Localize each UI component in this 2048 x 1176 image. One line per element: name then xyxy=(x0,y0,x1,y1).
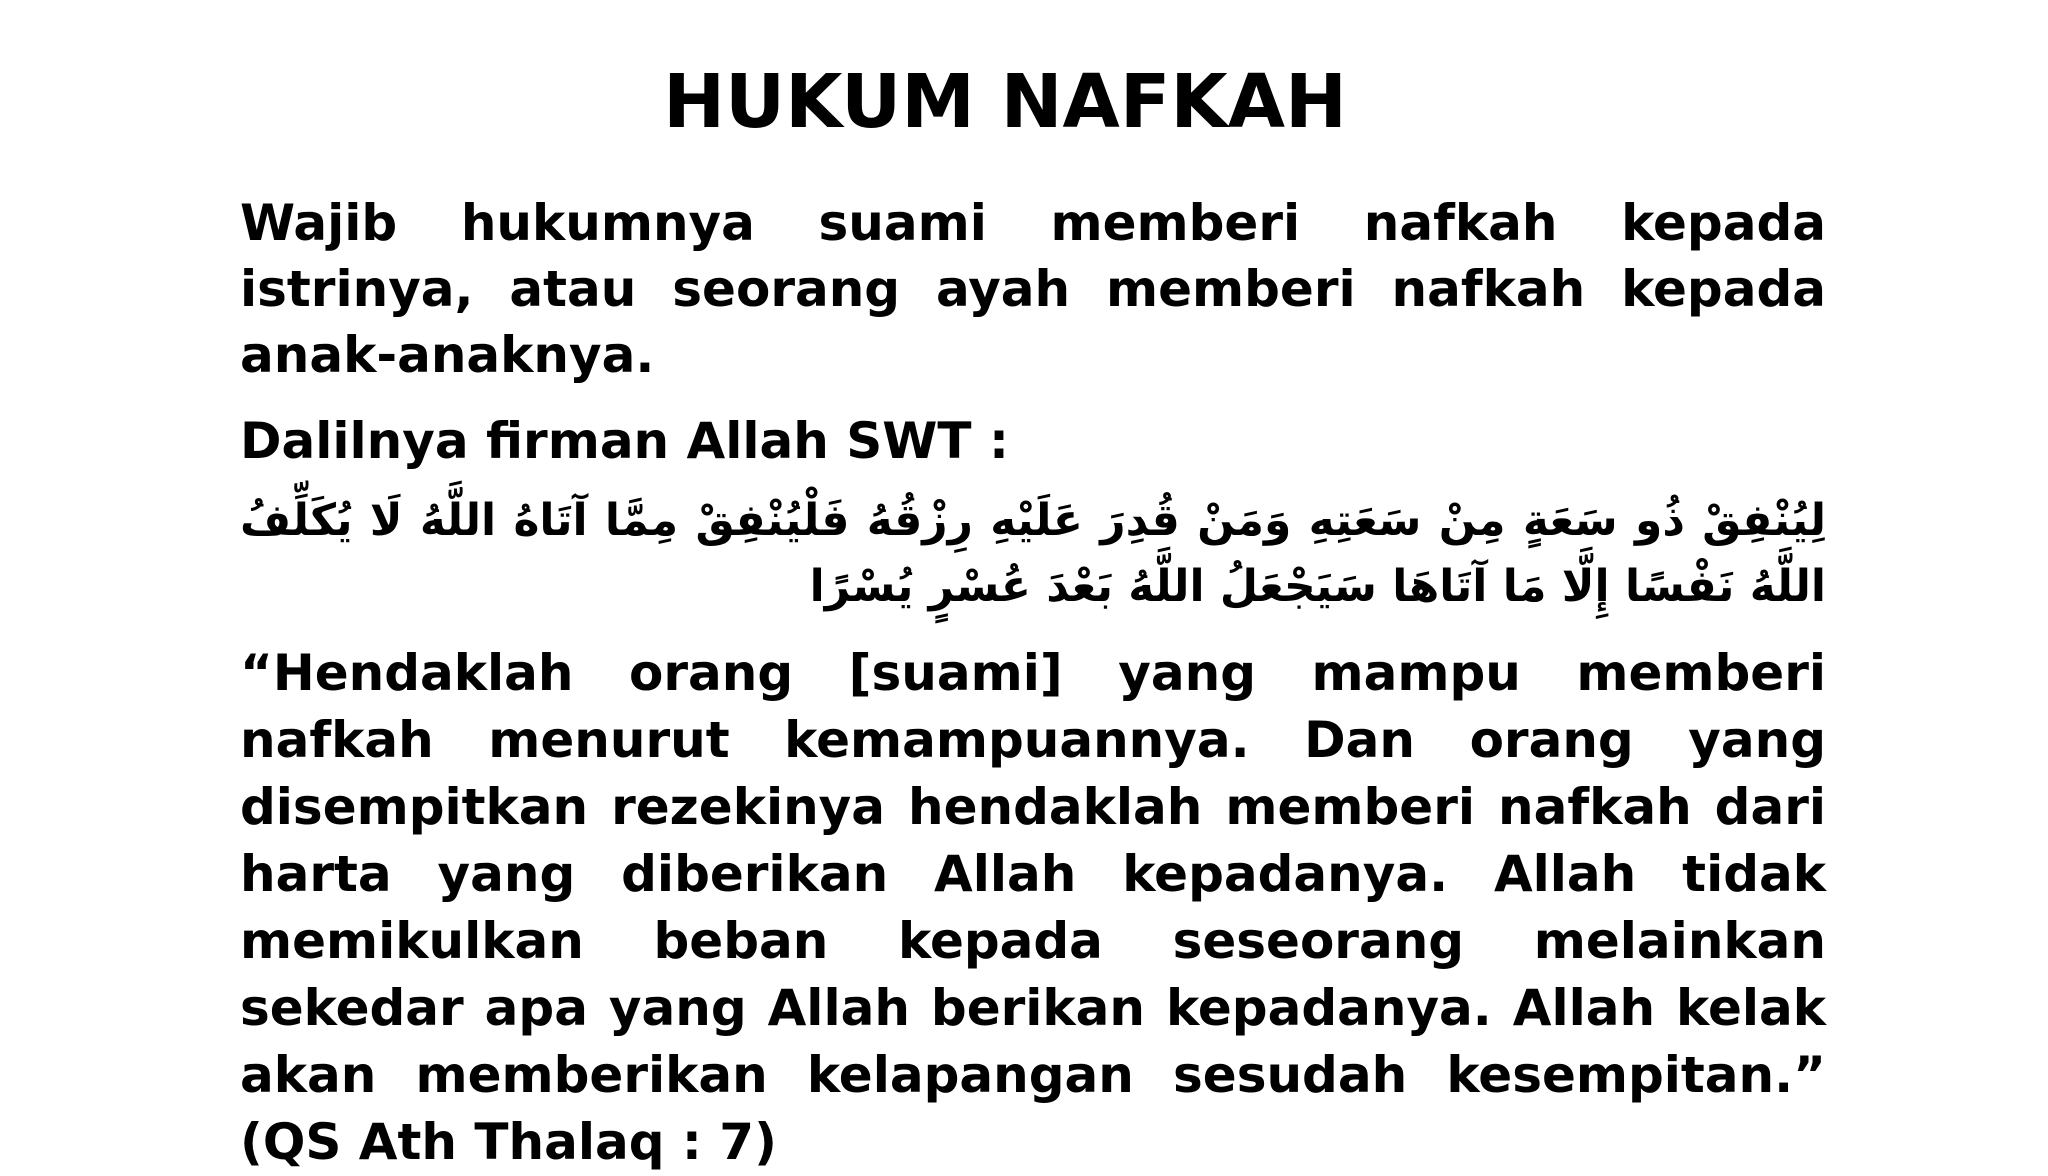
arabic-verse: لِيُنْفِقْ ذُو سَعَةٍ مِنْ سَعَتِهِ وَمَنْ قُدِرَ عَلَيْهِ رِزْقُهُ فَلْيُنْفِقْ مِمَّا آتَاهُ اللَّهُ لَا يُكَلِّفُ اللَّهُ نَفْسًا إِلَّا مَا آتَاهَا سَيَجْعَلُ اللَّهُ بَعْدَ عُسْرٍ يُسْرًا xyxy=(240,495,1826,612)
slide-content xyxy=(240,190,1826,1176)
dalil-intro: Dalilnya firman Allah SWT : xyxy=(240,412,1009,470)
slide-title: HUKUM NAFKAH xyxy=(663,59,1347,145)
verse-translation: “Hendaklah orang [suami] yang mampu memberi nafkah menurut kemampuannya. Dan orang yang disempitkan rezekinya hendaklah memberi nafkah dari harta yang diberikan Allah kepadanya. Allah tidak memikulkan beban kepada seseorang melainkan sekedar apa yang Allah berikan kepadanya. Allah kelak akan memberikan kelapangan sesudah kesempitan.” (QS Ath Thalaq : 7) xyxy=(240,644,1826,1171)
paragraph-obligation: Wajib hukumnya suami memberi nafkah kepada istrinya, atau seorang ayah memberi nafkah kepada anak-anaknya. xyxy=(240,194,1826,384)
